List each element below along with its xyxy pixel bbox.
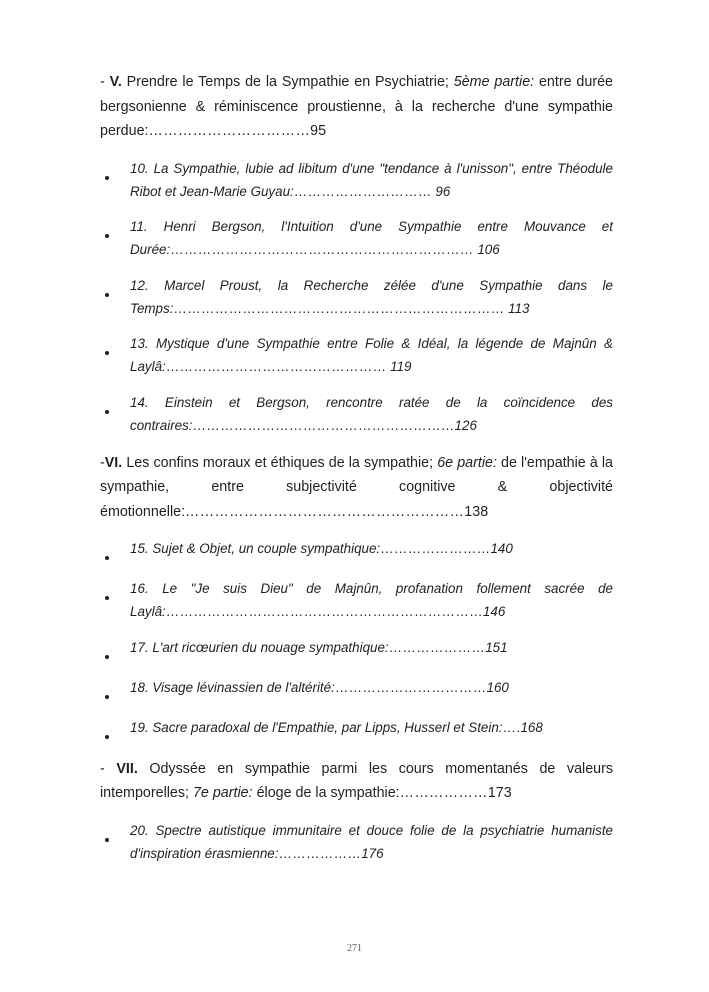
- toc-item-text: [130, 538, 613, 561]
- toc-list-item: [100, 637, 613, 664]
- toc-entry-title: Prendre le Temps de la Sympathie en Psychiatrie;: [121, 74, 454, 90]
- toc-page-number: 95: [310, 123, 327, 140]
- toc-page-number: 146: [482, 604, 506, 620]
- toc-leader-dots: ………………: [399, 785, 488, 802]
- toc-item-index: 14.: [130, 394, 149, 410]
- toc-item-title: Einstein et Bergson, rencontre ratée de la coïncidence des contraires:: [130, 394, 613, 433]
- toc-entry-roman: VI.: [104, 454, 123, 471]
- toc-entry-part: 7e partie:: [192, 785, 253, 802]
- toc-leader-dots: …………………………………………………: [192, 417, 455, 433]
- toc-leader-dots: …………………………………………………: [185, 503, 465, 520]
- toc-item-index: 10.: [130, 160, 149, 176]
- toc-list-item: [100, 158, 613, 204]
- bullet-icon: [100, 333, 130, 360]
- toc-list-item: [100, 677, 613, 704]
- toc-list-item: [100, 538, 613, 565]
- toc-page-number: 160: [486, 679, 509, 695]
- toc-page-number: 96: [435, 183, 451, 199]
- bullet-icon: [100, 717, 130, 744]
- toc-item-title: Marcel Proust, la Recherche zélée d'une Sympathie dans le Temps:: [130, 277, 613, 316]
- toc-entry-subtitle: éloge de la sympathie:: [252, 785, 400, 802]
- toc-entry-prefix: -: [100, 760, 117, 777]
- toc-item-title: Henri Bergson, l'Intuition d'une Sympathie entre Mouvance et Durée:: [130, 219, 613, 258]
- toc-page-number: 173: [487, 785, 512, 802]
- toc-leader-dots: ……………………………: [148, 123, 311, 140]
- toc-section-entry: [100, 70, 613, 144]
- toc-list-item: [100, 275, 613, 321]
- toc-page-number: 176: [361, 845, 384, 861]
- toc-item-text: [130, 578, 613, 624]
- toc-item-title: Sacre paradoxal de l'Empathie, par Lipps, Husserl et Stein:: [152, 719, 503, 735]
- toc-item-text: [130, 216, 613, 262]
- toc-entry-title: Les confins moraux et éthiques de la sympathie;: [122, 454, 438, 471]
- toc-item-index: 11.: [130, 219, 148, 235]
- toc-item-title: Le "Je suis Dieu" de Majnûn, profanation follement sacrée de Laylâ:: [130, 581, 613, 620]
- toc-page-number: 119: [390, 359, 412, 375]
- toc-leader-dots: ………………: [278, 845, 362, 861]
- toc-entry-subtitle: de l'empathie à la sympathie, entre subjectivité cognitive & objectivité émotionnelle:: [100, 454, 613, 520]
- toc-item-index: 17.: [130, 639, 149, 655]
- toc-page-number: 106: [477, 242, 500, 258]
- toc-item-text: [130, 820, 613, 866]
- toc-page-number: 168: [520, 719, 543, 735]
- toc-item-title: L'art ricœurien du nouage sympathique:: [152, 639, 389, 655]
- toc-item-text: [130, 275, 613, 321]
- toc-page-number: 113: [508, 300, 530, 316]
- toc-list-item: [100, 820, 613, 866]
- toc-entry-part: 5ème partie:: [453, 74, 535, 90]
- toc-list-item: [100, 717, 613, 744]
- toc-item-index: 20.: [130, 823, 149, 838]
- toc-entry-prefix: -: [100, 74, 110, 90]
- toc-leader-dots: …………………: [388, 639, 486, 655]
- bullet-icon: [100, 578, 130, 605]
- toc-entry-subtitle: entre durée bergsonienne & réminiscence proustienne, à la recherche d'une sympathie perdue:: [100, 74, 613, 140]
- toc-item-index: 19.: [130, 719, 149, 735]
- toc-leader-dots: ……………………………………………………………: [165, 604, 483, 620]
- toc-item-index: 16.: [130, 581, 149, 597]
- toc-item-index: 12.: [130, 277, 149, 293]
- bullet-icon: [100, 637, 130, 664]
- toc-item-title: Sujet & Objet, un couple sympathique:: [152, 541, 381, 557]
- toc-list-item: [100, 216, 613, 262]
- toc-list-item: [100, 578, 613, 624]
- bullet-icon: [100, 158, 130, 185]
- page-folio: 271: [347, 943, 362, 954]
- toc-item-title: La Sympathie, lubie ad libitum d'une "tendance à l'unisson", entre Théodule Ribot et Jean-Marie Guyau:: [130, 160, 613, 199]
- toc-leader-dots: …………………………………………………………: [170, 242, 474, 258]
- toc-item-text: [130, 637, 613, 660]
- toc-item-index: 18.: [130, 679, 149, 695]
- toc-page-number: 138: [464, 503, 489, 520]
- toc-list-item: [100, 392, 613, 438]
- toc-leader-dots: …………………………: [293, 183, 432, 199]
- toc-list-item: [100, 333, 613, 379]
- toc-leader-dots: ….: [502, 719, 521, 735]
- toc-item-text: [130, 158, 613, 204]
- toc-page-number: 140: [490, 541, 513, 557]
- toc-leader-dots: ……………………: [380, 541, 491, 557]
- bullet-icon: [100, 538, 130, 565]
- toc-entry-roman: VII.: [116, 760, 138, 777]
- toc-entry-prefix: -: [100, 454, 105, 471]
- toc-leader-dots: ………………………………………………………………: [173, 300, 505, 316]
- toc-section-entry: [100, 757, 613, 806]
- toc-entry-part: 6e partie:: [437, 454, 497, 471]
- table-of-contents: [100, 70, 613, 866]
- toc-page-number: 126: [454, 417, 477, 433]
- bullet-icon: [100, 275, 130, 302]
- toc-leader-dots: ……………………………: [334, 679, 487, 695]
- toc-item-index: 13.: [130, 336, 149, 352]
- toc-item-title: Visage lévinassien de l'altérité:: [152, 679, 335, 695]
- toc-item-text: [130, 677, 613, 700]
- toc-entry-title: Odyssée en sympathie parmi les cours momentanés de valeurs intemporelles;: [100, 760, 614, 802]
- toc-item-title: Spectre autistique immunitaire et douce folie de la psychiatrie humaniste d'inspiration érasmienne:: [130, 823, 613, 861]
- toc-entry-roman: V.: [109, 74, 122, 90]
- bullet-icon: [100, 677, 130, 704]
- toc-section-entry: [100, 451, 613, 525]
- toc-item-text: [130, 333, 613, 379]
- toc-page-number: 151: [485, 639, 508, 655]
- bullet-icon: [100, 820, 130, 847]
- bullet-icon: [100, 216, 130, 243]
- toc-item-index: 15.: [130, 541, 149, 557]
- bullet-icon: [100, 392, 130, 419]
- toc-item-title: Mystique d'une Sympathie entre Folie & Idéal, la légende de Majnûn & Laylâ:: [130, 336, 613, 375]
- toc-item-text: [130, 717, 613, 740]
- toc-item-text: [130, 392, 613, 438]
- toc-leader-dots: …………………………………………: [165, 359, 387, 375]
